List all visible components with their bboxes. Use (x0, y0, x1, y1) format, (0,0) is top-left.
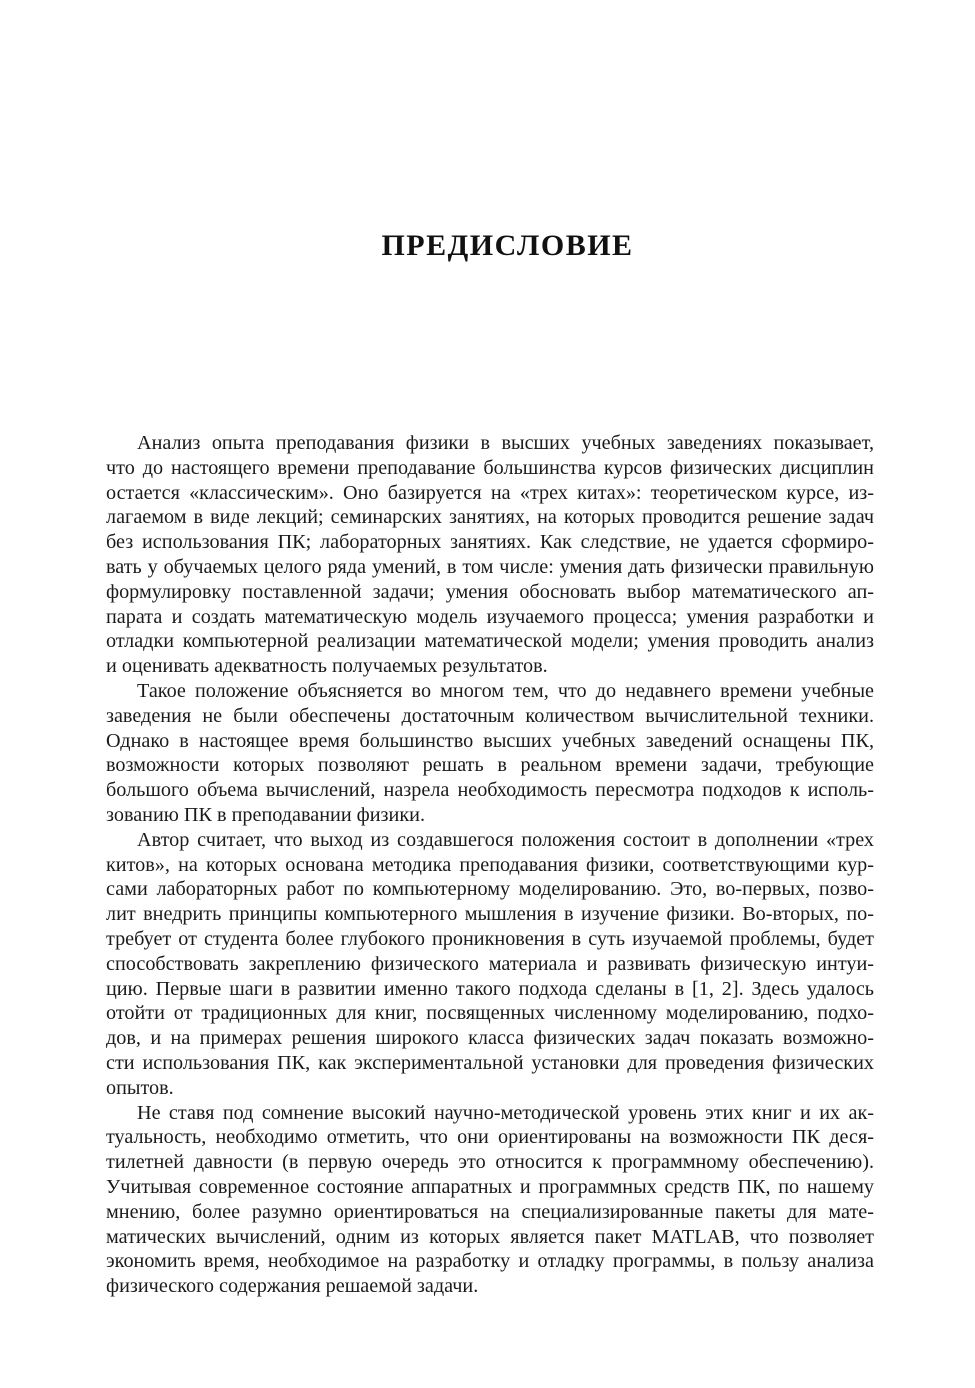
text-line: туальность, необходимо отметить, что они ориентированы на возможности ПК деся- (106, 1126, 874, 1149)
text-line: матических вычислений, одним из которых является пакет MATLAB, что позволяет (106, 1225, 874, 1248)
text-line: Анализ опыта преподавания физики в высших учебных заведениях показывает, (137, 432, 874, 454)
text-line: сами лабораторных работ по компьютерному моделированию. Это, во-первых, позво- (106, 878, 874, 901)
text-line: Такое положение объясняется во многом тем, что до недавнего времени учебные (137, 679, 874, 702)
text-line: возможности которых позволяют решать в реальном времени задачи, требующие (106, 754, 874, 777)
text-line: отладки компьютерной реализации математической модели; умения проводить анализ (106, 630, 874, 653)
text-line: физического содержания решаемой задачи. (106, 1275, 479, 1298)
text-line: Учитывая современное состояние аппаратных и программных средств ПК, по нашему (106, 1175, 874, 1198)
text-line: цию. Первые шаги в развитии именно такого подхода сделаны в [1, 2]. Здесь удалось (106, 977, 874, 1000)
text-line: вать у обучаемых целого ряда умений, в том числе: умения дать физически правильную (106, 555, 874, 578)
text-line: заведения не были обеспечены достаточным количеством вычислительной техники. (106, 704, 874, 727)
text-line: зованию ПК в преподавании физики. (106, 803, 425, 826)
text-line: мнению, более разумно ориентироваться на специализированные пакеты для мате- (106, 1200, 874, 1223)
text-line: китов», на которых основана методика преподавания физики, соответствующими кур- (106, 853, 874, 876)
text-line: лит внедрить принципы компьютерного мышления в изучение физики. Во-вторых, по- (106, 903, 874, 926)
paragraph-3 (106, 828, 874, 1101)
paragraph-4 (106, 1101, 874, 1299)
text-line: сти использования ПК, как экспериментальной установки для проведения физических (106, 1051, 874, 1074)
text-line: что до настоящего времени преподавание большинства курсов физических дисциплин (106, 456, 874, 479)
text-line: опытов. (106, 1076, 174, 1099)
text-line: дов, и на примерах решения широкого класса физических задач показать возможно- (106, 1027, 874, 1050)
text-line: Не ставя под сомнение высокий научно-методической уровень этих книг и их ак- (137, 1101, 874, 1124)
text-line: формулировку поставленной задачи; умения обосновать выбор математического ап- (106, 580, 874, 603)
text-line: тилетней давности (в первую очередь это относится к программному обеспечению). (106, 1151, 874, 1174)
text-line: и оценивать адекватность получаемых результатов. (106, 655, 548, 678)
paragraph-2 (106, 679, 874, 828)
text-line: Автор считает, что выход из создавшегося положения состоит в дополнении «трех (137, 828, 874, 851)
text-line: лагаемом в виде лекций; семинарских занятиях, на которых проводится решение задач (106, 506, 874, 529)
text-line: остается «классическим». Оно базируется на «трех китах»: теоретическом курсе, из- (106, 481, 874, 504)
body-text (106, 431, 874, 1299)
text-line: экономить время, необходимое на разработку и отладку программы, в пользу анализа (106, 1250, 874, 1273)
text-line: отойти от традиционных для книг, посвященных численному моделированию, подхо- (106, 1002, 874, 1025)
paragraph-1 (106, 431, 874, 679)
chapter-title: ПРЕДИСЛОВИЕ (381, 229, 634, 262)
text-line: способствовать закреплению физического материала и развивать физическую интуи- (106, 952, 874, 975)
text-line: большого объема вычислений, назрела необходимость пересмотра подходов к исполь- (106, 779, 874, 802)
text-line: без использования ПК; лабораторных занятиях. Как следствие, не удается сформиро- (106, 531, 874, 554)
text-line: Однако в настоящее время большинство высших учебных заведений оснащены ПК, (106, 729, 874, 752)
text-line: парата и создать математическую модель изучаемого процесса; умения разработки и (106, 605, 874, 628)
text-line: требует от студента более глубокого проникновения в суть изучаемой проблемы, будет (106, 927, 874, 950)
